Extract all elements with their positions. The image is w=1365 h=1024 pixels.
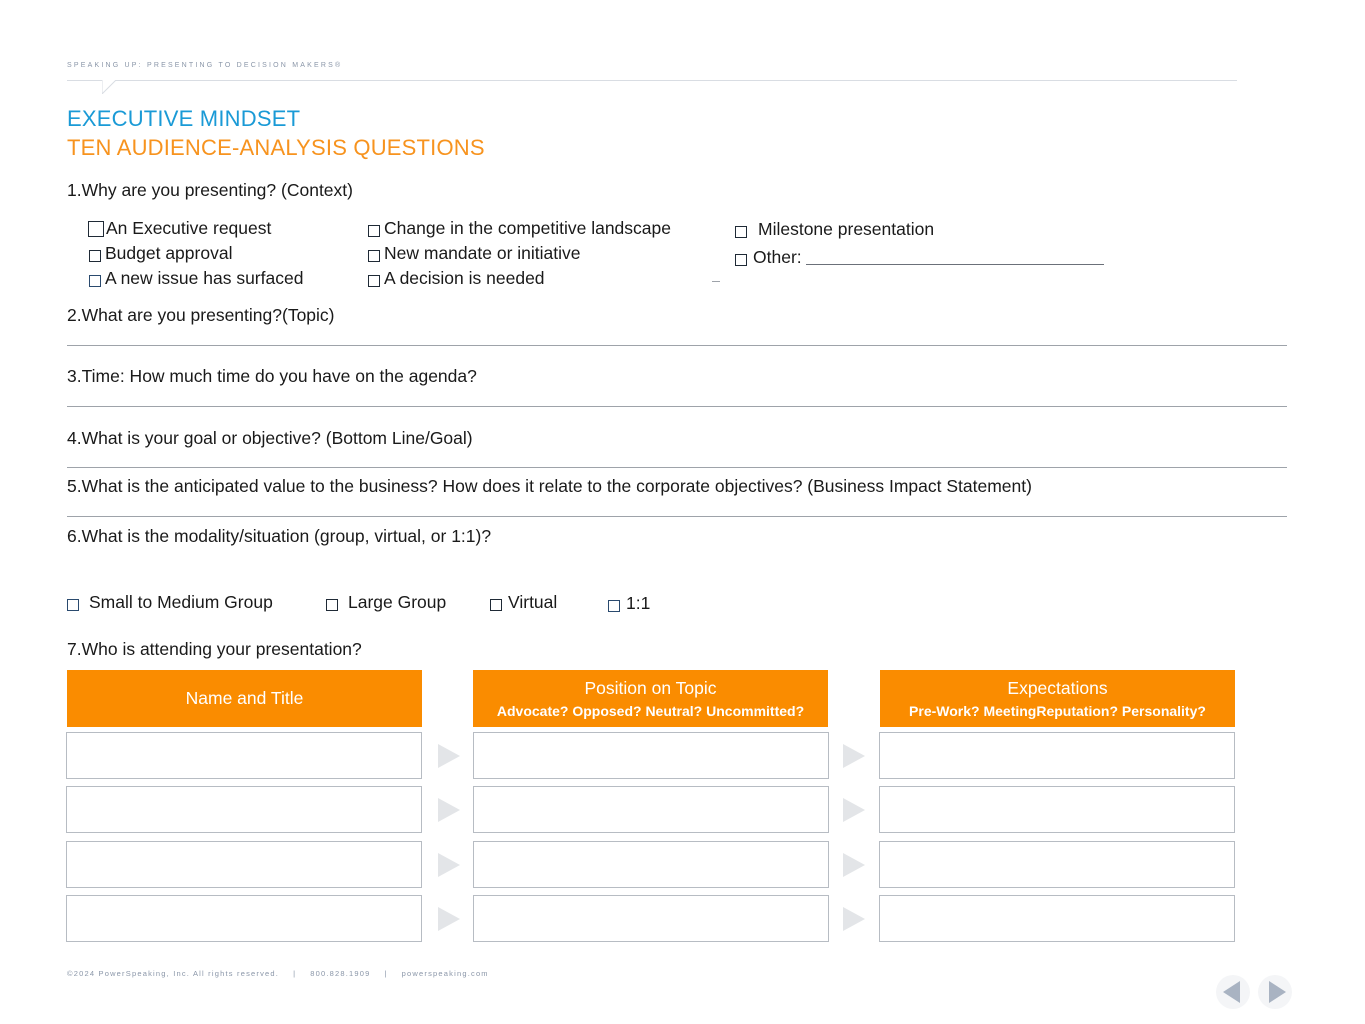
answer-line-3[interactable] <box>67 406 1287 407</box>
arrow-right-icon <box>438 907 460 931</box>
option-executive-request[interactable]: An Executive request <box>88 218 271 239</box>
option-new-issue[interactable]: A new issue has surfaced <box>89 268 303 289</box>
table-cell-expectations-4[interactable] <box>879 895 1235 942</box>
option-virtual[interactable]: Virtual <box>490 592 557 613</box>
checkbox[interactable] <box>67 599 79 611</box>
next-page-button[interactable] <box>1258 975 1292 1009</box>
prev-page-button[interactable] <box>1216 975 1250 1009</box>
footer-website[interactable]: powerspeaking.com <box>401 969 489 978</box>
table-cell-name-2[interactable] <box>66 786 422 833</box>
checkbox[interactable] <box>89 250 101 262</box>
table-cell-name-4[interactable] <box>66 895 422 942</box>
footer-copyright: ©2024 PowerSpeaking, Inc. All rights reserved. <box>67 969 280 978</box>
table-cell-expectations-3[interactable] <box>879 841 1235 888</box>
checkbox[interactable] <box>735 226 747 238</box>
arrow-right-icon <box>843 907 865 931</box>
question-5: 5.What is the anticipated value to the business? How does it relate to the corporate objectives? (Business Impact Statement) <box>67 476 1032 496</box>
table-cell-position-4[interactable] <box>473 895 829 942</box>
question-6: 6.What is the modality/situation (group, virtual, or 1:1)? <box>67 526 492 546</box>
table-cell-expectations-1[interactable] <box>879 732 1235 779</box>
checkbox[interactable] <box>608 600 620 612</box>
question-7: 7.Who is attending your presentation? <box>67 639 362 659</box>
option-new-mandate[interactable]: New mandate or initiative <box>368 243 580 264</box>
arrow-right-icon <box>438 798 460 822</box>
checkbox[interactable] <box>326 599 338 611</box>
arrow-right-icon <box>438 853 460 877</box>
running-header: SPEAKING UP: PRESENTING TO DECISION MAKERS® <box>67 62 343 69</box>
option-other[interactable]: Other: <box>735 247 1104 268</box>
checkbox[interactable] <box>89 275 101 287</box>
checkbox[interactable] <box>88 221 104 237</box>
chevron-right-icon <box>1269 981 1286 1003</box>
question-1: 1.Why are you presenting? (Context) <box>67 180 353 200</box>
column-header-name-title: Name and Title <box>67 670 422 727</box>
header-notch-icon <box>102 80 116 94</box>
page-title: EXECUTIVE MINDSET <box>67 106 301 131</box>
table-cell-position-2[interactable] <box>473 786 829 833</box>
footer: ©2024 PowerSpeaking, Inc. All rights reserved. | 800.828.1909 | powerspeaking.com <box>67 969 489 978</box>
table-cell-position-3[interactable] <box>473 841 829 888</box>
arrow-right-icon <box>843 744 865 768</box>
page-subtitle: TEN AUDIENCE-ANALYSIS QUESTIONS <box>67 135 485 160</box>
chevron-left-icon <box>1223 981 1240 1003</box>
option-milestone[interactable]: Milestone presentation <box>735 219 934 240</box>
table-cell-position-1[interactable] <box>473 732 829 779</box>
checkbox[interactable] <box>368 225 380 237</box>
table-cell-expectations-2[interactable] <box>879 786 1235 833</box>
question-3: 3.Time: How much time do you have on the agenda? <box>67 366 477 386</box>
option-budget-approval[interactable]: Budget approval <box>89 243 232 264</box>
option-one-on-one[interactable]: 1:1 <box>608 593 650 614</box>
footer-phone: 800.828.1909 <box>310 969 371 978</box>
arrow-right-icon <box>843 798 865 822</box>
table-cell-name-1[interactable] <box>66 732 422 779</box>
header-divider <box>67 80 1237 81</box>
column-header-position: Position on Topic Advocate? Opposed? Neutral? Uncommitted? <box>473 670 828 727</box>
question-4: 4.What is your goal or objective? (Bottom Line/Goal) <box>67 428 473 448</box>
checkbox[interactable] <box>490 599 502 611</box>
arrow-right-icon <box>843 853 865 877</box>
stray-dash <box>712 281 720 282</box>
checkbox[interactable] <box>368 275 380 287</box>
checkbox[interactable] <box>735 254 747 266</box>
option-decision-needed[interactable]: A decision is needed <box>368 268 545 289</box>
answer-line-2[interactable] <box>67 345 1287 346</box>
checkbox[interactable] <box>368 250 380 262</box>
question-2: 2.What are you presenting?(Topic) <box>67 305 335 325</box>
option-large-group[interactable]: Large Group <box>326 592 446 613</box>
column-header-expectations: Expectations Pre-Work? MeetingReputation? Personality? <box>880 670 1235 727</box>
answer-line-5[interactable] <box>67 516 1287 517</box>
arrow-right-icon <box>438 744 460 768</box>
option-small-medium-group[interactable]: Small to Medium Group <box>67 592 273 613</box>
option-competitive-landscape[interactable]: Change in the competitive landscape <box>368 218 671 239</box>
answer-line-4[interactable] <box>67 467 1287 468</box>
other-input-line[interactable] <box>806 264 1104 265</box>
table-cell-name-3[interactable] <box>66 841 422 888</box>
